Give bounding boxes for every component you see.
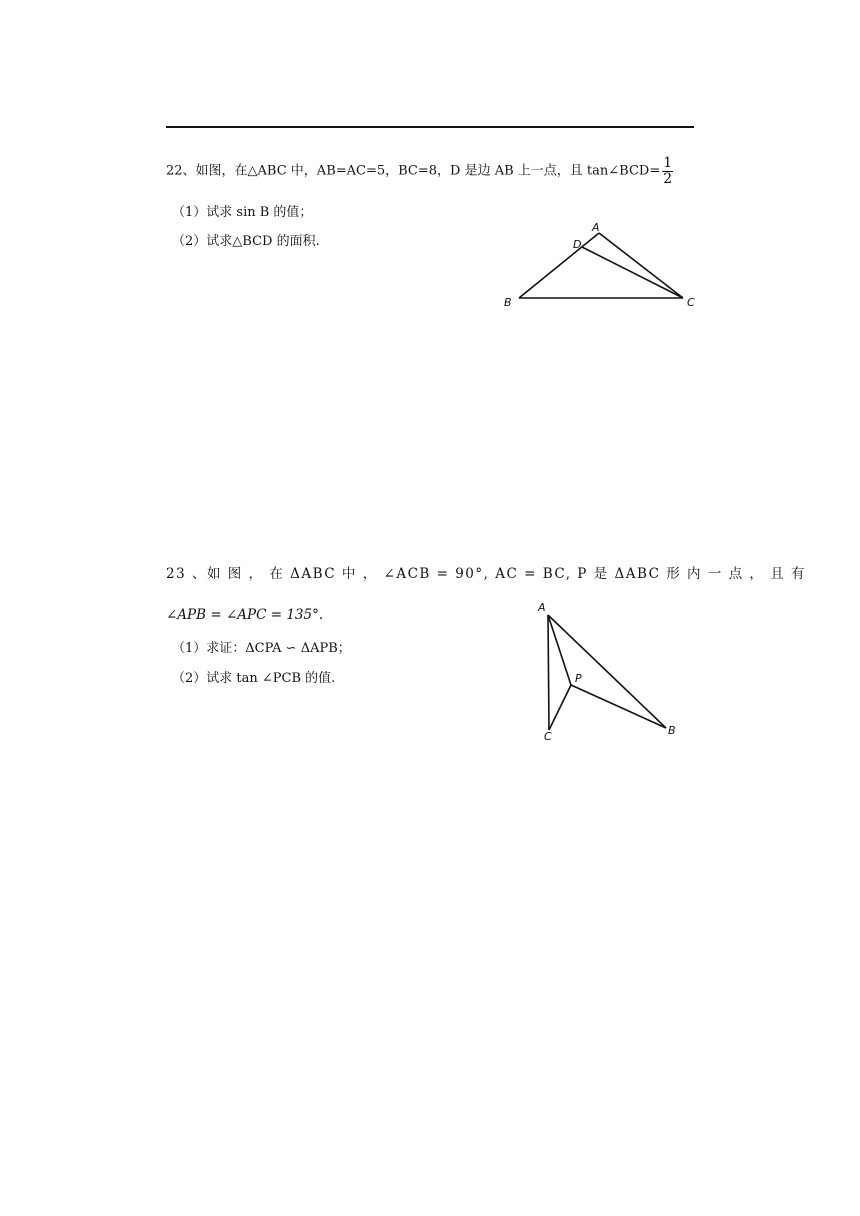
segment-ab bbox=[548, 615, 666, 728]
label-b: B bbox=[668, 724, 676, 737]
label-b: B bbox=[504, 296, 512, 309]
problem-23-stem-line-1: 23 、如 图 ， 在 ΔABC 中 ， ∠ACB = 90°, AC = BC, P 是 ΔABC 形 内 一 点 ， 且 有 bbox=[166, 566, 807, 582]
label-c: C bbox=[544, 730, 552, 743]
problem-22-stem-text: 22、如图，在△ABC 中，AB=AC=5，BC=8，D 是边 AB 上一点，且 tan∠BCD= bbox=[166, 163, 661, 179]
segment-pb bbox=[571, 685, 666, 728]
fraction-numerator: 1 bbox=[663, 155, 673, 171]
segment-pc bbox=[549, 685, 571, 730]
segment-ac bbox=[548, 615, 549, 730]
problem-23-question-1: （1）求证：ΔCPA ∽ ΔAPB； bbox=[172, 641, 351, 656]
problem-23-stem-line-2: ∠APB = ∠APC = 135°. bbox=[166, 607, 324, 623]
problem-23-question-2: （2）试求 tan ∠PCB 的值. bbox=[172, 671, 336, 686]
label-c: C bbox=[687, 296, 695, 309]
label-d: D bbox=[573, 238, 582, 251]
label-a: A bbox=[592, 221, 600, 234]
label-a: A bbox=[538, 601, 546, 614]
problem-22-question-2: （2）试求△BCD 的面积. bbox=[172, 234, 320, 249]
label-p: P bbox=[575, 672, 582, 685]
fraction-denominator: 2 bbox=[663, 170, 673, 187]
problem-22-question-1: （1）试求 sin B 的值； bbox=[172, 205, 313, 220]
